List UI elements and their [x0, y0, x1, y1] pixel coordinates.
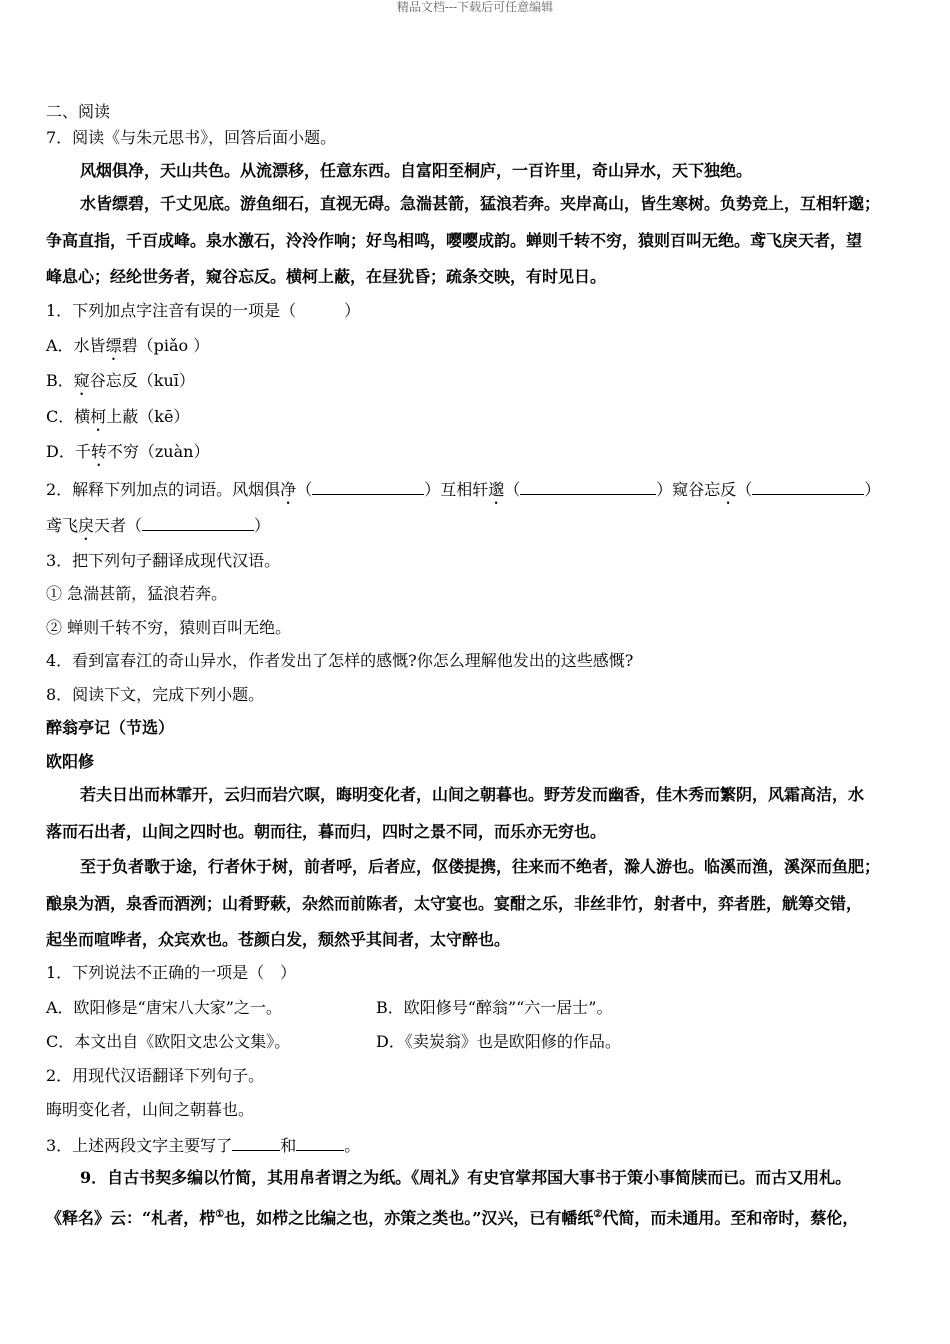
q7-sub1-option-b: [46, 371, 195, 399]
q-text: 也，如栉之比编之也，亦策之类也。”汉兴，已有幡纸: [224, 1208, 594, 1228]
option-text: 上蔽（kē）: [106, 407, 190, 426]
answer-blank[interactable]: [520, 478, 656, 495]
q7-sub3-question: 3．把下列句子翻译成现代汉语。: [46, 551, 281, 570]
footnote-mark: ②: [593, 1209, 603, 1220]
dotted-char: 缥: [105, 336, 122, 355]
q7-sub1-option-d: [46, 442, 209, 470]
q8-author: 欧阳修: [46, 752, 95, 771]
q8-intro: 8．阅读下文，完成下列小题。: [46, 685, 265, 704]
q8-passage-p2-line3: 起坐而喧哗者，众宾欢也。苍颜白发，颓然乎其间者，太守醉也。: [46, 930, 511, 949]
q-text: （: [296, 480, 313, 499]
q7-sub1-option-c: [46, 407, 189, 435]
q8-sub3-question: [46, 1134, 360, 1156]
q7-sub2-line1: [46, 478, 880, 508]
answer-blank[interactable]: [312, 478, 424, 495]
q7-sub3-item1: ① 急湍甚箭，猛浪若奔。: [46, 584, 228, 603]
q-text: （: [736, 480, 753, 499]
q7-sub1-question: 1．下列加点字注音有误的一项是（ ）: [46, 301, 361, 320]
q-text: 。: [344, 1136, 361, 1155]
q-text: ）: [864, 480, 881, 499]
answer-blank[interactable]: [142, 514, 254, 531]
q-text: 鸢飞: [46, 516, 79, 535]
q8-passage-p1-line2: 落而石出者，山间之四时也。朝而往，暮而归，四时之景不同，而乐亦无穷也。: [46, 822, 607, 841]
q-text: ）: [254, 516, 271, 535]
q-text: ）窥谷忘: [656, 480, 721, 499]
section-title: 二、阅读: [46, 102, 111, 121]
footnote-mark: ①: [215, 1209, 225, 1220]
dotted-char: 邈: [488, 480, 505, 499]
q8-passage-p2-line2: 酿泉为酒，泉香而酒洌；山肴野蔌，杂然而前陈者，太守宴也。宴酣之乐，非丝非竹，射者中，弈者胜，觥筹交错，: [46, 894, 863, 913]
q7-intro: 7．阅读《与朱元思书》，回答后面小题。: [46, 128, 337, 147]
answer-blank[interactable]: [296, 1134, 344, 1151]
q-text: 《释名》云：“札者，栉: [46, 1208, 216, 1228]
option-text: C．横: [46, 407, 91, 426]
dotted-char: 转: [90, 442, 107, 461]
q-text: ）互相轩: [424, 480, 489, 499]
q7-sub1-option-a: [46, 336, 209, 364]
q9-line2: [46, 1205, 858, 1228]
q-text: 2．解释下列加点的词语。风烟俱: [46, 480, 281, 499]
q7-passage-p2-line1: 水皆缥碧，千丈见底。游鱼细石，直视无碍。急湍甚箭，猛浪若奔。夹岸高山，皆生寒树。负势竞上，互相轩邈；: [80, 194, 881, 213]
q8-sub2-text: 晦明变化者，山间之朝暮也。: [46, 1100, 255, 1119]
option-text: 碧（piǎo ）: [121, 336, 210, 355]
q7-sub4-question: 4．看到富春江的奇山异水，作者发出了怎样的感慨?你怎么理解他发出的这些感慨?: [46, 651, 634, 670]
option-text: 谷忘反（kuī）: [89, 371, 195, 390]
q-text: （: [504, 480, 521, 499]
q7-passage-p2-line3: 峰息心；经纶世务者，窥谷忘反。横柯上蔽，在昼犹昏；疏条交映，有时见日。: [46, 267, 607, 286]
option-text: A．水皆: [46, 336, 106, 355]
q-text: 3．上述两段文字主要写了: [46, 1136, 233, 1155]
q7-passage-p2-line2: 争高直指，千百成峰。泉水激石，泠泠作响；好鸟相鸣，嘤嘤成韵。蝉则千转不穷，猿则百叫无绝。鸢飞戾天者，望: [46, 231, 863, 250]
q8-title: 醉翁亭记（节选）: [46, 718, 175, 737]
option-text: 不穷（zuàn）: [106, 442, 210, 461]
dotted-char: 净: [280, 480, 297, 499]
q8-sub2-question: 2．用现代汉语翻译下列句子。: [46, 1066, 265, 1085]
q8-sub1-question: 1．下列说法不正确的一项是（ ）: [46, 963, 297, 982]
q8-sub1-option-d: D．《卖炭翁》也是欧阳修的作品。: [376, 1032, 621, 1051]
q8-sub1-option-b: B．欧阳修号“醉翁”“六一居士”。: [376, 998, 613, 1017]
q8-sub1-options-row1: [46, 998, 613, 1018]
q7-passage-p1: 风烟俱净，天山共色。从流漂移，任意东西。自富阳至桐庐，一百许里，奇山异水，天下独绝。: [80, 161, 753, 180]
option-text: D．千: [46, 442, 91, 461]
q9-line1: 9．自古书契多编以竹简，其用帛者谓之为纸。《周礼》有史官掌邦国大事书于策小事简牍而已。而古又用札。: [80, 1168, 852, 1187]
answer-blank[interactable]: [752, 478, 864, 495]
q-text: 天者（: [94, 516, 143, 535]
q7-sub3-item2: ② 蝉则千转不穷，猿则百叫无绝。: [46, 618, 292, 637]
q8-passage-p1-line1: 若夫日出而林霏开，云归而岩穴暝，晦明变化者，山间之朝暮也。野芳发而幽香，佳木秀而繁阴，风霜高洁，水: [80, 785, 865, 804]
dotted-char: 反: [720, 480, 737, 499]
dotted-char: 柯: [90, 407, 107, 426]
option-text: B．: [46, 371, 74, 390]
answer-blank[interactable]: [232, 1134, 280, 1151]
dotted-char: 戾: [78, 516, 95, 535]
q7-sub2-line2: [46, 514, 270, 544]
q8-sub1-option-c: C．本文出自《欧阳文忠公文集》。: [46, 1032, 291, 1051]
q8-sub1-option-a: A．欧阳修是“唐宋八大家”之一。: [46, 998, 282, 1017]
q-text: 代简，而未通用。至和帝时，蔡伦，: [602, 1208, 859, 1228]
q-text: 和: [280, 1136, 297, 1155]
dotted-char: 窥: [73, 371, 90, 390]
q8-passage-p2-line1: 至于负者歌于途，行者休于树，前者呼，后者应，伛偻提携，往来而不绝者，滁人游也。临溪而渔，溪深而鱼肥；: [80, 857, 881, 876]
page-header: 精品文档---下载后可任意编辑: [396, 0, 554, 14]
q8-sub1-options-row2: [46, 1032, 621, 1052]
